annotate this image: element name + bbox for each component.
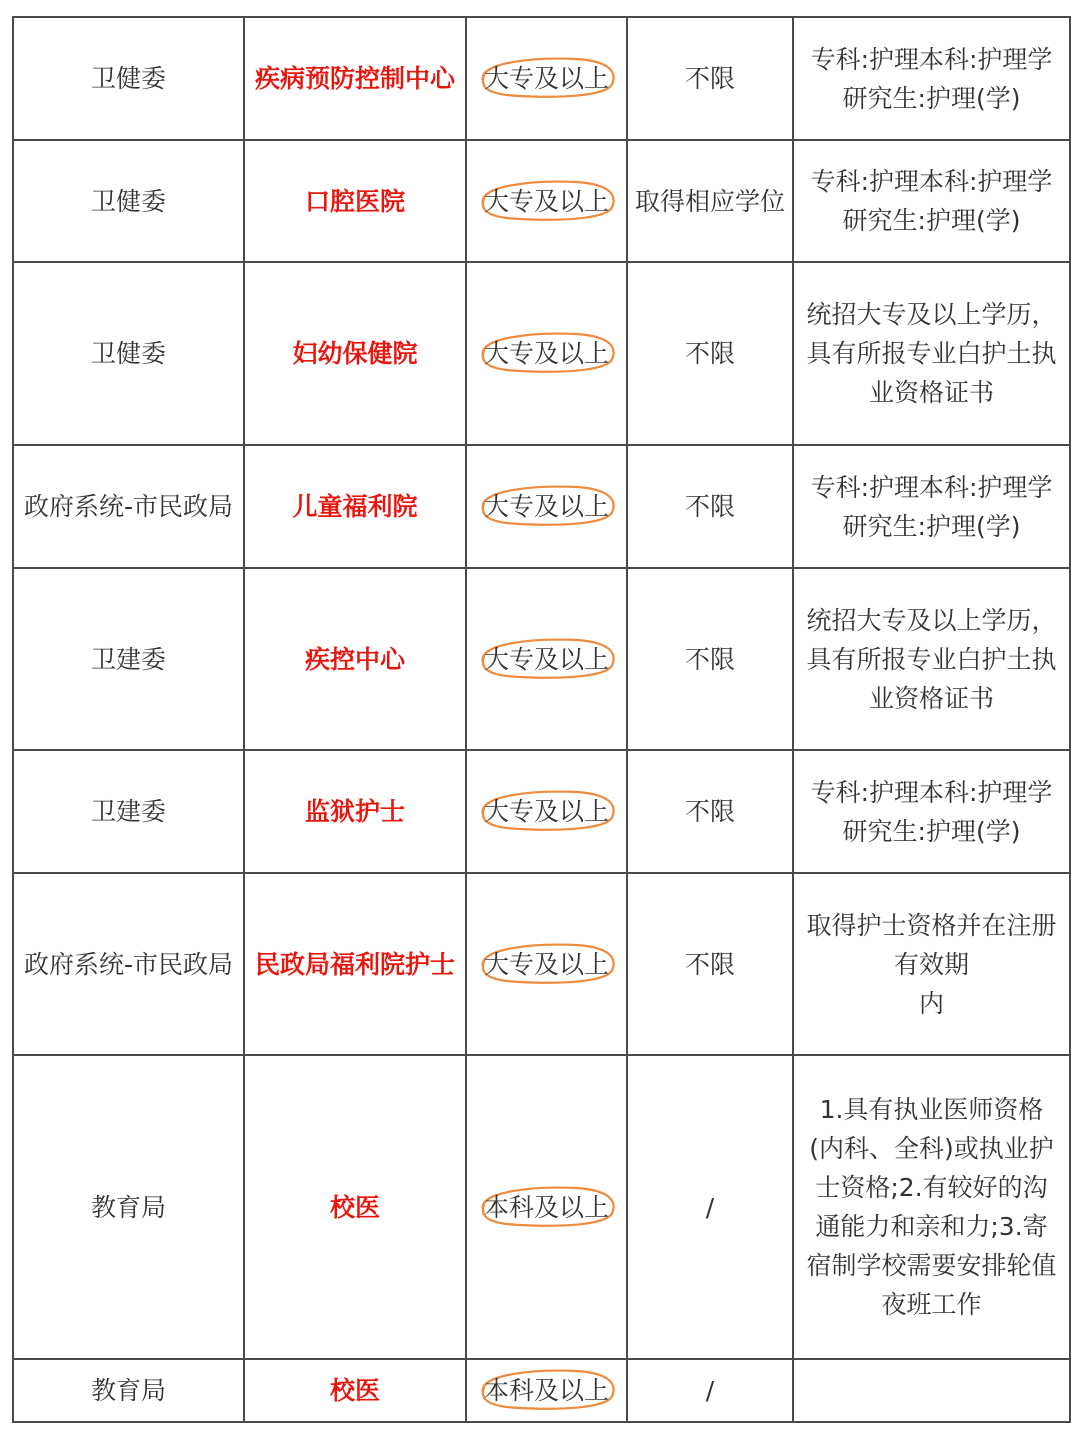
dept-cell: 政府系统-市民政局 bbox=[13, 873, 244, 1055]
job-requirements-table bbox=[12, 16, 1071, 1423]
education-cell bbox=[466, 1055, 627, 1359]
education-cell bbox=[466, 262, 627, 445]
education-label: 大专及以上 bbox=[483, 797, 609, 826]
requirement-line: 取得护士资格并在注册 bbox=[806, 910, 1057, 940]
requirement-cell bbox=[793, 750, 1070, 873]
education-cell bbox=[466, 568, 627, 750]
circled-education bbox=[480, 182, 613, 221]
education-cell bbox=[466, 873, 627, 1055]
circled-education bbox=[480, 792, 613, 831]
education-cell bbox=[466, 750, 627, 873]
requirement-line: 研究生:护理(学) bbox=[842, 206, 1021, 235]
table-row bbox=[13, 262, 1070, 445]
requirement-line: 专科:护理本科:护理学 bbox=[810, 44, 1053, 74]
requirement-line: 研究生:护理(学) bbox=[842, 816, 1021, 846]
dept-cell: 教育局 bbox=[13, 1359, 244, 1422]
circled-education bbox=[480, 1371, 613, 1410]
circled-education bbox=[480, 1188, 613, 1227]
requirement-line: 专科:护理本科:护理学 bbox=[810, 167, 1053, 196]
table-row bbox=[13, 873, 1070, 1055]
dept-cell: 卫健委 bbox=[13, 17, 244, 140]
requirement-line: 研究生:护理(学) bbox=[842, 511, 1021, 541]
unit-cell: 妇幼保健院 bbox=[244, 262, 466, 445]
requirement-line: 通能力和亲和力;3.寄 bbox=[815, 1212, 1048, 1241]
education-label: 大专及以上 bbox=[483, 339, 609, 368]
requirement-line: 业资格证书 bbox=[868, 683, 994, 713]
requirement-line: 业资格证书 bbox=[868, 378, 994, 407]
unit-cell: 校医 bbox=[244, 1055, 466, 1359]
education-label: 本科及以上 bbox=[483, 1376, 609, 1405]
requirement-cell bbox=[793, 568, 1070, 750]
dept-cell: 政府系统-市民政局 bbox=[13, 445, 244, 568]
education-label: 大专及以上 bbox=[483, 644, 609, 674]
requirement-cell bbox=[793, 1359, 1070, 1422]
degree-cell: 不限 bbox=[627, 445, 793, 568]
requirement-line: 具有所报专业白护土执 bbox=[806, 644, 1057, 674]
unit-cell: 监狱护士 bbox=[244, 750, 466, 873]
requirement-line: 内 bbox=[918, 988, 944, 1018]
degree-cell: 不限 bbox=[627, 568, 793, 750]
table-row bbox=[13, 1359, 1070, 1422]
table-row bbox=[13, 568, 1070, 750]
unit-cell: 校医 bbox=[244, 1359, 466, 1422]
requirement-cell bbox=[793, 262, 1070, 445]
requirement-line: 专科:护理本科:护理学 bbox=[810, 777, 1053, 807]
degree-cell: 不限 bbox=[627, 750, 793, 873]
requirement-cell bbox=[793, 445, 1070, 568]
requirement-line: 统招大专及以上学历， bbox=[806, 300, 1057, 329]
dept-cell: 卫建委 bbox=[13, 568, 244, 750]
requirement-cell bbox=[793, 17, 1070, 140]
dept-cell: 卫建委 bbox=[13, 750, 244, 873]
education-label: 大专及以上 bbox=[483, 492, 609, 521]
education-label: 大专及以上 bbox=[483, 186, 609, 216]
job-table-container bbox=[12, 16, 1069, 1423]
unit-cell: 疾病预防控制中心 bbox=[244, 17, 466, 140]
circled-education bbox=[480, 334, 613, 373]
requirement-cell bbox=[793, 1055, 1070, 1359]
unit-cell: 疾控中心 bbox=[244, 568, 466, 750]
requirement-line: 夜班工作 bbox=[881, 1290, 982, 1319]
table-row bbox=[13, 140, 1070, 262]
circled-education bbox=[480, 59, 613, 98]
degree-cell: / bbox=[627, 1359, 793, 1422]
education-cell bbox=[466, 140, 627, 262]
education-label: 本科及以上 bbox=[483, 1192, 609, 1222]
requirement-line: 宿制学校需要安排轮值 bbox=[806, 1251, 1057, 1280]
requirement-line: 研究生:护理(学) bbox=[842, 83, 1021, 113]
degree-cell: 不限 bbox=[627, 873, 793, 1055]
requirement-line: 具有所报专业白护土执 bbox=[806, 339, 1057, 368]
education-label: 大专及以上 bbox=[483, 64, 609, 93]
requirement-line: 有效期 bbox=[893, 949, 969, 979]
dept-cell: 卫健委 bbox=[13, 140, 244, 262]
table-body bbox=[13, 17, 1070, 1422]
requirement-line: 士资格;2.有较好的沟 bbox=[815, 1173, 1048, 1202]
degree-cell: 取得相应学位 bbox=[627, 140, 793, 262]
requirement-line: 专科:护理本科:护理学 bbox=[810, 472, 1053, 502]
requirement-line: (内科、全科)或执业护 bbox=[809, 1134, 1054, 1163]
dept-cell: 卫健委 bbox=[13, 262, 244, 445]
requirement-cell bbox=[793, 873, 1070, 1055]
unit-cell: 民政局福利院护士 bbox=[244, 873, 466, 1055]
table-row bbox=[13, 17, 1070, 140]
requirement-cell bbox=[793, 140, 1070, 262]
table-row bbox=[13, 750, 1070, 873]
education-cell bbox=[466, 445, 627, 568]
degree-cell: / bbox=[627, 1055, 793, 1359]
circled-education bbox=[480, 640, 613, 679]
requirement-line: 统招大专及以上学历， bbox=[806, 605, 1057, 635]
unit-cell: 儿童福利院 bbox=[244, 445, 466, 568]
unit-cell: 口腔医院 bbox=[244, 140, 466, 262]
circled-education bbox=[480, 487, 613, 526]
education-cell bbox=[466, 17, 627, 140]
degree-cell: 不限 bbox=[627, 262, 793, 445]
circled-education bbox=[480, 945, 613, 984]
requirement-line: 1.具有执业医师资格 bbox=[819, 1095, 1044, 1124]
degree-cell: 不限 bbox=[627, 17, 793, 140]
education-label: 大专及以上 bbox=[483, 949, 609, 979]
education-cell bbox=[466, 1359, 627, 1422]
dept-cell: 教育局 bbox=[13, 1055, 244, 1359]
table-row bbox=[13, 1055, 1070, 1359]
table-row bbox=[13, 445, 1070, 568]
